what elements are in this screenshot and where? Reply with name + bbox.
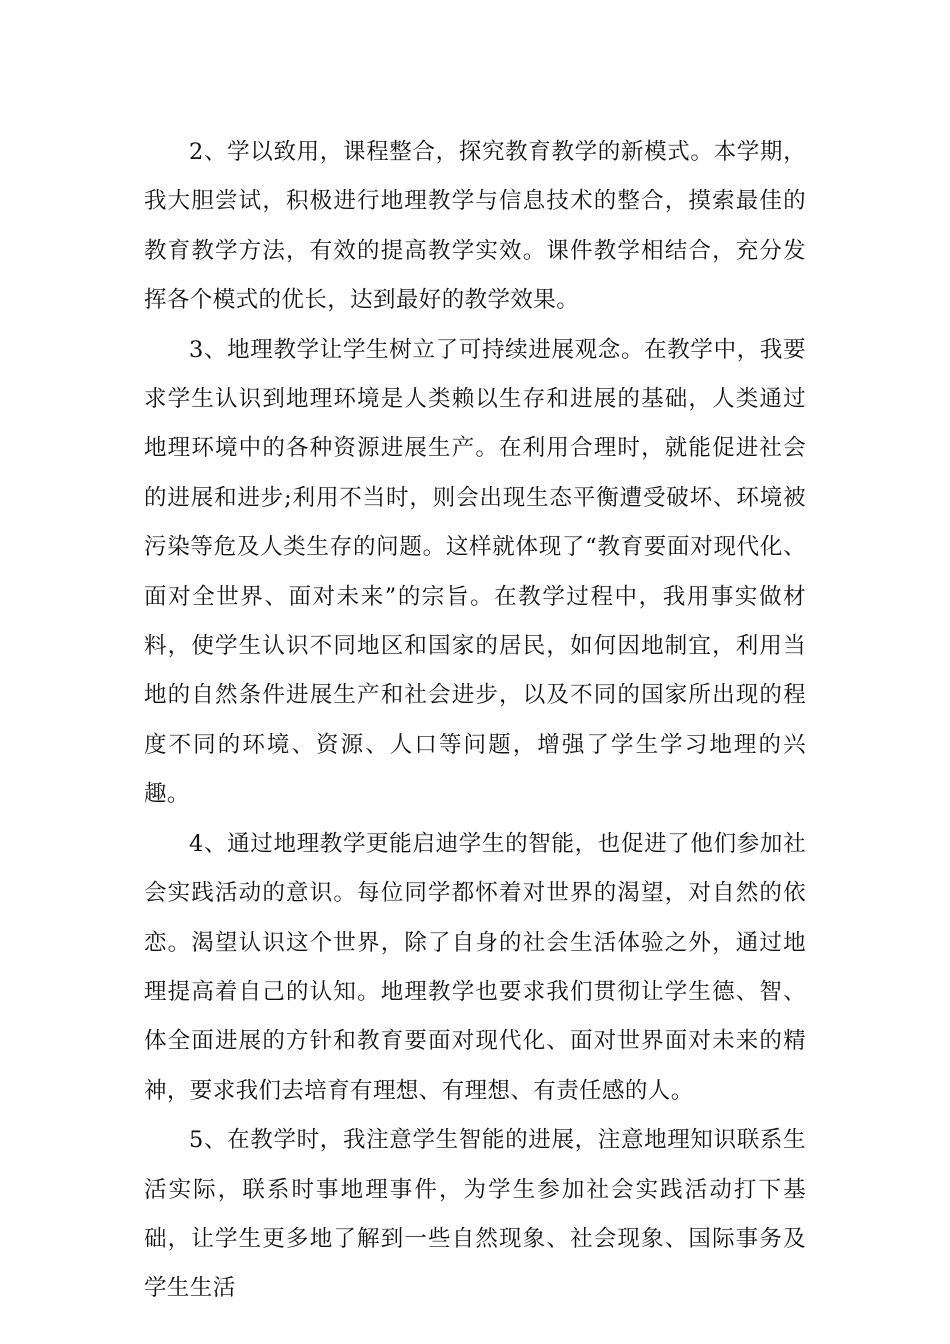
paragraph-5: 5、在教学时，我注意学生智能的进展，注意地理知识联系生活实际，联系时事地理事件，为学生参加社会实践活动打下基础，让学生更多地了解到一些自然现象、社会现象、国际事务及学生生活 <box>144 1127 806 1302</box>
document-body <box>144 128 806 1314</box>
paragraph-3: 3、地理教学让学生树立了可持续进展观念。在教学中，我要求学生认识到地理环境是人类赖以生存和进展的基础，人类通过地理环境中的各种资源进展生产。在利用合理时，就能促进社会的进展和进步;利用不当时，则会出现生态平衡遭受破坏、环境被污染等危及人类生存的问题。这样就体现了“教育要面对现代化、面对全世界、面对未来”的宗旨。在教学过程中，我用事实做材料，使学生认识不同地区和国家的居民，如何因地制宜，利用当地的自然条件进展生产和社会进步，以及不同的国家所出现的程度不同的环境、资源、人口等问题，增强了学生学习地理的兴趣。 <box>144 336 806 808</box>
paragraph-2: 2、学以致用，课程整合，探究教育教学的新模式。本学期，我大胆尝试，积极进行地理教学与信息技术的整合，摸索最佳的教育教学方法，有效的提高教学实效。课件教学相结合，充分发挥各个模式的优长，达到最好的教学效果。 <box>144 139 806 314</box>
paragraph-4: 4、通过地理教学更能启迪学生的智能，也促进了他们参加社会实践活动的意识。每位同学都怀着对世界的渴望，对自然的依恋。渴望认识这个世界，除了自身的社会生活体验之外，通过地理提高着自己的认知。地理教学也要求我们贯彻让学生德、智、体全面进展的方针和教育要面对现代化、面对世界面对未来的精神，要求我们去培育有理想、有理想、有责任感的人。 <box>144 830 806 1104</box>
